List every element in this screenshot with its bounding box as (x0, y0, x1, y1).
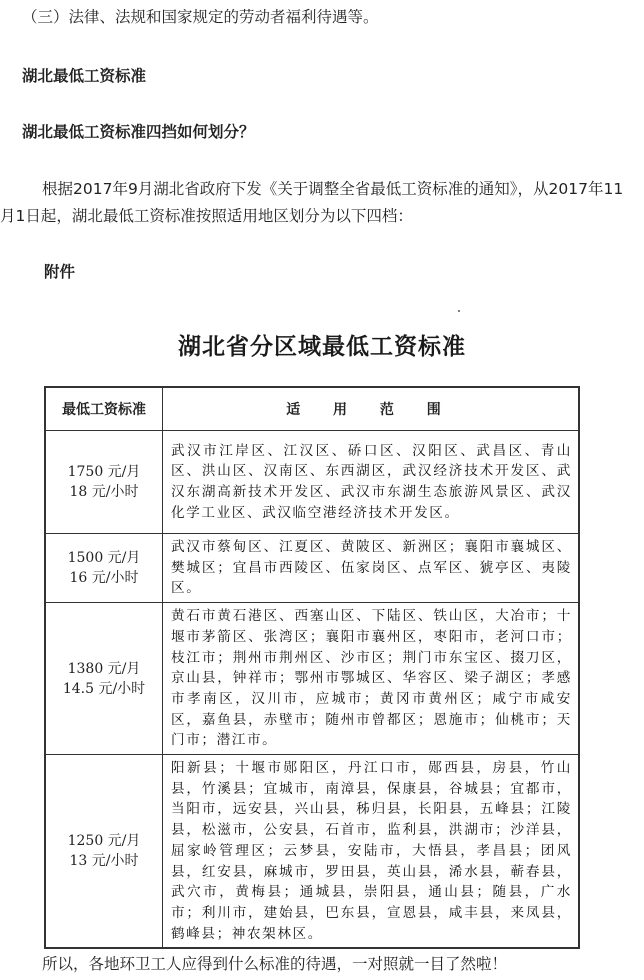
section-heading-four-tiers: 湖北最低工资标准四挡如何划分？ (22, 123, 255, 141)
paragraph-line-1: 根据2017年9月湖北省政府下发《关于调整全省最低工资标准的通知》，从2017年11 (42, 180, 624, 198)
monthly-wage: 1750 元/月 (67, 464, 141, 480)
hourly-wage: 16 元/小时 (69, 570, 139, 587)
section-heading-hubei-min-wage: 湖北最低工资标准 (22, 67, 147, 85)
header-applicable-scope: 适 用 范 围 (163, 387, 580, 431)
wage-standard-cell (45, 603, 163, 755)
scan-speck (458, 310, 460, 312)
applicable-scope: 黄石市黄石港区、西塞山区、下陆区、铁山区，大冶市；十堰市茅箭区、张湾区；襄阳市襄州区，枣阳市，老河口市；枝江市；荆州市荆州区、沙市区；荆门市东宝区、掇刀区，京山县，钟祥市；鄂州市鄂城区、华容区、梁子湖区；孝感市孝南区，汉川市，应城市；黄冈市黄州区；咸宁市咸安区，嘉鱼县，赤壁市；随州市曾都区；恩施市；仙桃市；天门市；潜江市。 (163, 603, 580, 755)
closing-line: 所以，各地环卫工人应得到什么标准的待遇，一对照就一目了然啦！ (42, 955, 508, 973)
table-row (45, 603, 579, 755)
benefits-clause-line: （三）法律、法规和国家规定的劳动者福利待遇等。 (22, 8, 379, 26)
monthly-wage: 1500 元/月 (67, 550, 141, 567)
figure-title: 湖北省分区域最低工资标准 (178, 333, 466, 360)
min-wage-table (44, 386, 580, 949)
monthly-wage: 1250 元/月 (67, 833, 141, 850)
attachment-label: 附件 (44, 263, 76, 281)
monthly-wage: 1380 元/月 (67, 660, 141, 677)
wage-standard-cell (45, 534, 163, 603)
table-row (45, 755, 579, 949)
header-min-wage-standard: 最低工资标准 (45, 387, 163, 431)
hourly-wage: 18 元/小时 (69, 484, 139, 500)
paragraph-line-2: 月1日起，湖北最低工资标准按照适用地区划分为以下四档： (0, 207, 413, 225)
table-row (45, 534, 579, 603)
table-header-row (45, 387, 579, 431)
wage-standard-cell (45, 755, 163, 949)
hourly-wage: 14.5 元/小时 (62, 680, 146, 697)
applicable-scope: 武汉市蔡甸区、江夏区、黄陂区、新洲区；襄阳市襄城区、樊城区；宜昌市西陵区、伍家岗区、点军区、猇亭区、夷陵区。 (163, 534, 580, 603)
hourly-wage: 13 元/小时 (69, 853, 139, 870)
wage-standard-cell (45, 431, 163, 534)
table-row (45, 431, 579, 534)
applicable-scope: 武汉市江岸区、江汉区、硚口区、汉阳区、武昌区、青山区、洪山区、汉南区、东西湖区，武汉经济技术开发区、武汉东湖高新技术开发区、武汉市东湖生态旅游风景区、武汉化学工业区、武汉临空港经济技术开发区。 (163, 431, 580, 534)
applicable-scope: 阳新县；十堰市郧阳区，丹江口市，郧西县，房县，竹山县，竹溪县；宜城市，南漳县，保康县，谷城县；宜都市，当阳市，远安县，兴山县，秭归县，长阳县，五峰县；江陵县，松滋市，公安县，石首市，监利县，洪湖市；沙洋县，屈家岭管理区；云梦县，安陆市，大悟县，孝昌县；团风县，红安县，麻城市，罗田县，英山县，浠水县，蕲春县，武穴市，黄梅县；通城县，崇阳县，通山县；随县，广水市；利川市，建始县，巴东县，宣恩县，咸丰县，来凤县，鹤峰县；神农架林区。 (163, 755, 580, 949)
